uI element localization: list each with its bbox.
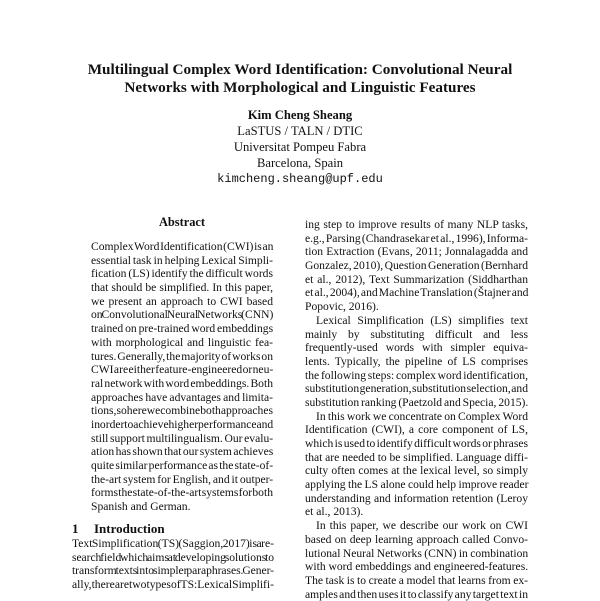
text-line: applying the LS alone could help improve reader — [305, 478, 529, 492]
text-line: In this paper, we describe our work on CWI — [316, 519, 528, 533]
affiliation-line: Barcelona, Spain — [256, 156, 344, 170]
text-line: the-art system for English, and it outper- — [91, 472, 274, 486]
paragraph — [305, 314, 528, 410]
introduction-body — [72, 537, 274, 592]
affiliation-line: LaSTUS / TALN / DTIC — [237, 124, 363, 138]
text-line: fication (LS) identify the difficult words — [91, 267, 273, 281]
author-block — [0, 107, 600, 187]
text-line: essential task in helping Lexical Simpli- — [91, 253, 273, 267]
author-name: Kim Cheng Sheang — [247, 108, 353, 122]
section-number: 1 — [72, 521, 79, 536]
text-line: forms the state-of-the-art systems for both — [91, 486, 273, 500]
text-line: ing step to improve results of many NLP tasks, — [305, 218, 528, 231]
abstract-body — [91, 240, 273, 514]
text-line: search field which aims at developing solutions to — [72, 550, 274, 564]
text-line: et al., 2004), and Machine Translation (Štajner and — [305, 286, 529, 300]
text-line: e.g., Parsing (Chandrasekar et al., 1996), Informa- — [305, 231, 528, 245]
text-line: Complex Word Identification (CWI) is an — [91, 240, 274, 253]
text-line: et al., 2013). — [305, 505, 364, 519]
text-line: lents. Typically, the pipeline of LS comprises — [305, 354, 528, 368]
text-line: Text Simplification (TS) (Saggion, 2017) is a re- — [72, 537, 274, 550]
text-line: lutional Neural Networks (CNN) in combination — [305, 546, 529, 560]
text-line: in order to achieve higher performance and — [91, 417, 274, 431]
text-line: with word embeddings and engineered-features. — [305, 560, 529, 574]
author-email: kimcheng.sheang@upf.edu — [217, 172, 383, 186]
text-line: tions, so here we combine both approaches — [91, 404, 273, 418]
text-line: ally, there are two types of TS: Lexical Simplifi- — [72, 578, 274, 592]
text-line: tion Extraction (Evans, 2011; Jonnalagadda and — [305, 245, 528, 259]
text-line: Popovic, 2016). — [305, 300, 379, 314]
text-line: culty often comes at the lexical level, so simply — [305, 464, 528, 478]
title-line: Multilingual Complex Word Identification: Convolutional Neural — [87, 61, 513, 78]
text-line: ral network with word embeddings. Both — [91, 376, 273, 390]
paragraph — [305, 410, 528, 520]
text-line: frequently-used words with simpler equiva- — [305, 341, 528, 355]
title-line: Networks with Morphological and Linguistic Features — [124, 79, 476, 96]
text-line: which is used to identify difficult words or phrases — [305, 437, 528, 450]
text-line: the following steps: complex word identification, — [305, 368, 528, 382]
text-line: on Convolutional Neural Networks (CNN) — [91, 308, 274, 322]
text-line: trained on pre-trained word embeddings — [91, 322, 274, 336]
paragraph — [305, 519, 528, 601]
text-line: that are needed to be simplified. Language diffi- — [305, 450, 528, 464]
section-heading-introduction — [72, 521, 165, 536]
text-line: Spanish and German. — [91, 500, 191, 514]
text-line: that should be simplified. In this paper, — [91, 281, 273, 295]
right-column-body — [305, 218, 528, 601]
abstract-heading: Abstract — [158, 215, 206, 229]
text-line: Lexical Simplification (LS) simplifies text — [316, 313, 528, 327]
text-line: transform texts into simpler paraphrases. Gener- — [72, 564, 274, 578]
text-line: In this work we concentrate on Complex Word — [316, 409, 528, 423]
text-line: The task is to create a model that learns from ex- — [305, 573, 528, 587]
text-line: Gonzalez, 2010), Question Generation (Bernhard — [305, 259, 528, 273]
text-line: based on deep learning approach called Convo- — [305, 532, 528, 546]
text-line: still support multilingualism. Our evalu- — [91, 431, 274, 445]
text-line: Identification (CWI), a core component of LS, — [305, 423, 528, 437]
section-title: Introduction — [94, 521, 165, 536]
text-line: mainly by substituting difficult and less — [305, 327, 528, 341]
text-line: approaches have advantages and limita- — [91, 390, 273, 404]
text-line: substitution ranking (Paetzold and Specia, 2015). — [305, 395, 529, 409]
affiliation-line: Universitat Pompeu Fabra — [233, 140, 367, 154]
paper-title — [0, 61, 600, 97]
text-line: et al., 2012), Text Summarization (Siddharthan — [305, 272, 528, 286]
paragraph — [305, 218, 528, 314]
text-line: substitution generation, substitution selection, and — [305, 382, 528, 396]
text-line: amples and then uses it to classify any target text in — [305, 587, 528, 601]
text-line: with morphological and linguistic fea- — [91, 335, 273, 349]
text-line: we present an approach to CWI based — [91, 294, 273, 308]
text-line: understanding and information retention (Leroy — [305, 491, 528, 505]
text-line: ation has shown that our system achieves — [91, 445, 274, 459]
text-line: tures. Generally, the majority of works on — [91, 349, 273, 363]
text-line: quite similar performance as the state-of- — [91, 459, 274, 472]
text-line: CWI are either feature-engineered or neu- — [91, 363, 274, 377]
